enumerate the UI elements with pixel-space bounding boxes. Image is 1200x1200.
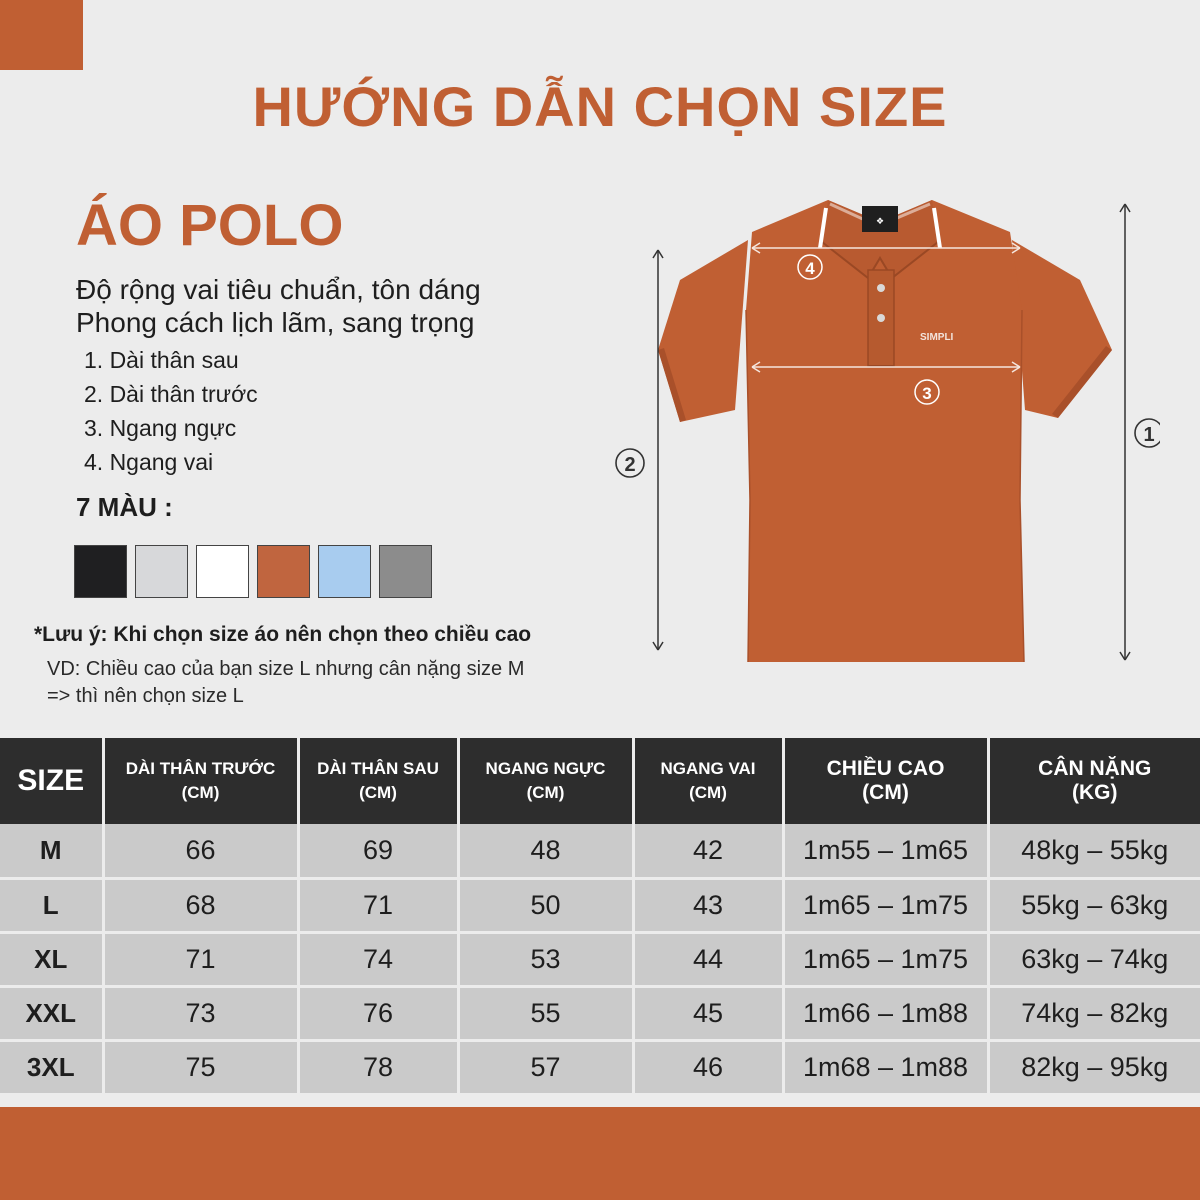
polo-shirt-diagram bbox=[600, 170, 1160, 680]
cell-front-length: 68 bbox=[103, 878, 298, 932]
header-size: SIZE bbox=[0, 738, 103, 824]
color-swatch-light-gray[interactable] bbox=[135, 545, 188, 598]
product-description-line-1: Độ rộng vai tiêu chuẩn, tôn dáng bbox=[76, 274, 481, 305]
cell-shoulder-width: 44 bbox=[633, 932, 783, 986]
cell-size: XL bbox=[0, 932, 103, 986]
product-description-line-2: Phong cách lịch lãm, sang trọng bbox=[76, 307, 475, 338]
cell-shoulder-width: 43 bbox=[633, 878, 783, 932]
color-swatch-gray[interactable] bbox=[379, 545, 432, 598]
header-back-length: DÀI THÂN SAU (CM) bbox=[298, 738, 458, 824]
cell-back-length: 76 bbox=[298, 986, 458, 1040]
corner-decoration bbox=[0, 0, 83, 70]
cell-height: 1m66 – 1m88 bbox=[783, 986, 988, 1040]
table-row bbox=[0, 1040, 1200, 1094]
cell-chest-width: 50 bbox=[458, 878, 633, 932]
color-swatch-orange[interactable] bbox=[257, 545, 310, 598]
footer-band bbox=[0, 1107, 1200, 1200]
cell-front-length: 66 bbox=[103, 824, 298, 878]
cell-chest-width: 48 bbox=[458, 824, 633, 878]
measurement-list bbox=[76, 343, 258, 479]
cell-height: 1m68 – 1m88 bbox=[783, 1040, 988, 1094]
cell-size: 3XL bbox=[0, 1040, 103, 1094]
cell-size: XXL bbox=[0, 986, 103, 1040]
marker-4: 4 bbox=[805, 259, 815, 278]
cell-weight: 55kg – 63kg bbox=[988, 878, 1200, 932]
cell-weight: 48kg – 55kg bbox=[988, 824, 1200, 878]
table-row bbox=[0, 986, 1200, 1040]
cell-chest-width: 55 bbox=[458, 986, 633, 1040]
measurement-item-back-length: 1. Dài thân sau bbox=[84, 347, 239, 373]
svg-text:❖: ❖ bbox=[875, 217, 885, 227]
color-swatch-white[interactable] bbox=[196, 545, 249, 598]
size-table bbox=[0, 738, 1200, 1096]
cell-back-length: 78 bbox=[298, 1040, 458, 1094]
table-header-row bbox=[0, 738, 1200, 824]
marker-2: 2 bbox=[624, 454, 636, 476]
cell-height: 1m55 – 1m65 bbox=[783, 824, 988, 878]
cell-weight: 63kg – 74kg bbox=[988, 932, 1200, 986]
table-row bbox=[0, 824, 1200, 878]
measurement-item-shoulder-width: 4. Ngang vai bbox=[84, 449, 214, 475]
cell-size: L bbox=[0, 878, 103, 932]
cell-shoulder-width: 42 bbox=[633, 824, 783, 878]
size-note-example-line-2: => thì nên chọn size L bbox=[47, 685, 244, 707]
cell-chest-width: 53 bbox=[458, 932, 633, 986]
cell-front-length: 73 bbox=[103, 986, 298, 1040]
header-chest-width: NGANG NGỰC (CM) bbox=[458, 738, 633, 824]
marker-1: 1 bbox=[1143, 424, 1155, 446]
cell-height: 1m65 – 1m75 bbox=[783, 932, 988, 986]
cell-weight: 82kg – 95kg bbox=[988, 1040, 1200, 1094]
header-shoulder-width: NGANG VAI (CM) bbox=[633, 738, 783, 824]
header-weight: CÂN NẶNG (KG) bbox=[988, 738, 1200, 824]
colors-label: 7 MÀU : bbox=[76, 492, 173, 522]
color-swatch-light-blue[interactable] bbox=[318, 545, 371, 598]
cell-back-length: 74 bbox=[298, 932, 458, 986]
page-title: HƯỚNG DẪN CHỌN SIZE bbox=[252, 75, 948, 138]
shirt-right-sleeve bbox=[1012, 240, 1112, 418]
shirt-brand-logo: SIMPLI bbox=[920, 332, 954, 343]
cell-weight: 74kg – 82kg bbox=[988, 986, 1200, 1040]
cell-shoulder-width: 45 bbox=[633, 986, 783, 1040]
product-name: ÁO POLO bbox=[76, 193, 344, 258]
header-height: CHIỀU CAO (CM) bbox=[783, 738, 988, 824]
size-note-title: *Lưu ý: Khi chọn size áo nên chọn theo chiều cao bbox=[34, 623, 532, 646]
color-swatch-black[interactable] bbox=[74, 545, 127, 598]
cell-chest-width: 57 bbox=[458, 1040, 633, 1094]
cell-back-length: 69 bbox=[298, 824, 458, 878]
shirt-left-sleeve bbox=[658, 240, 748, 422]
cell-front-length: 75 bbox=[103, 1040, 298, 1094]
table-row bbox=[0, 932, 1200, 986]
measurement-item-chest-width: 3. Ngang ngực bbox=[84, 415, 237, 441]
marker-3: 3 bbox=[922, 384, 932, 403]
cell-shoulder-width: 46 bbox=[633, 1040, 783, 1094]
cell-back-length: 71 bbox=[298, 878, 458, 932]
measurement-item-front-length: 2. Dài thân trước bbox=[84, 381, 258, 407]
cell-size: M bbox=[0, 824, 103, 878]
cell-height: 1m65 – 1m75 bbox=[783, 878, 988, 932]
cell-front-length: 71 bbox=[103, 932, 298, 986]
header-front-length: DÀI THÂN TRƯỚC (CM) bbox=[103, 738, 298, 824]
color-swatches bbox=[74, 545, 432, 598]
shirt-button-2 bbox=[877, 314, 885, 322]
size-note-example-line-1: VD: Chiều cao của bạn size L nhưng cân nặng size M bbox=[47, 658, 525, 680]
table-row bbox=[0, 878, 1200, 932]
shirt-button-1 bbox=[877, 284, 885, 292]
